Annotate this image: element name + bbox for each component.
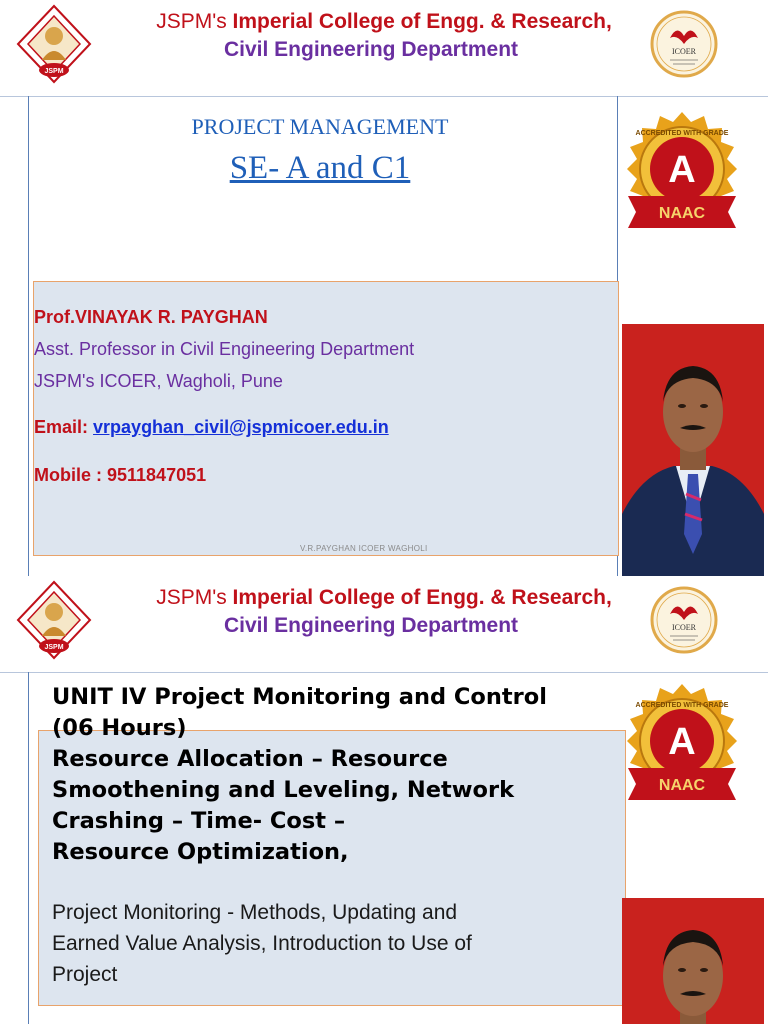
professor-designation: Asst. Professor in Civil Engineering Department	[34, 339, 415, 359]
unit-heading-line: Resource Allocation – Resource	[52, 746, 448, 772]
naac-badge	[622, 110, 742, 235]
slide-footer: V.R.PAYGHAN ICOER WAGHOLI	[300, 544, 428, 553]
department-name: Civil Engineering Department	[223, 614, 519, 637]
naac-grade: A	[668, 149, 696, 191]
icoer-logo-text: ICOER	[672, 47, 696, 56]
naac-badge	[622, 682, 742, 807]
professor-name: Prof.VINAYAK R. PAYGHAN	[34, 307, 268, 327]
mobile-number: Mobile : 9511847051	[34, 465, 207, 485]
class-subtitle: SE- A and C1	[229, 150, 411, 186]
icoer-logo	[650, 586, 718, 654]
jspm-logo-text: JSPM	[44, 644, 64, 651]
jspm-logo-text: JSPM	[44, 68, 64, 75]
naac-grade: A	[668, 721, 696, 763]
unit-heading-line: Resource Optimization,	[52, 839, 349, 865]
department-name: Civil Engineering Department	[223, 38, 519, 61]
unit-heading-line: UNIT IV Project Monitoring and Control	[52, 684, 547, 710]
icoer-logo	[650, 10, 718, 78]
naac-arc-text: ACCREDITED WITH GRADE	[635, 702, 729, 709]
slide-left-border	[28, 672, 29, 1024]
professor-photo	[622, 898, 764, 1024]
institute-name: JSPM's ICOER, Wagholi, Pune	[34, 371, 283, 391]
college-prefix: JSPM's	[156, 10, 233, 33]
header-divider	[0, 96, 768, 97]
unit-heading-line: Crashing – Time- Cost –	[52, 808, 346, 834]
email-label: Email:	[34, 417, 94, 437]
college-title: Imperial College of Engg. & Research,	[232, 586, 612, 609]
unit-heading-line: (06 Hours)	[52, 715, 187, 741]
email-link[interactable]: vrpayghan_civil@jspmicoer.edu.in	[93, 417, 389, 437]
unit-topics-line: Project Monitoring - Methods, Updating and	[52, 901, 458, 924]
professor-photo	[622, 324, 764, 576]
header-divider	[0, 672, 768, 673]
college-prefix: JSPM's	[156, 586, 233, 609]
unit-heading-line: Smoothening and Leveling, Network	[52, 777, 515, 803]
naac-text: NAAC	[658, 205, 706, 222]
email-line	[34, 417, 389, 438]
slide-2	[0, 576, 768, 1024]
unit-topics	[52, 897, 572, 990]
unit-heading	[52, 682, 612, 868]
unit-topics-line: Earned Value Analysis, Introduction to Use of	[52, 932, 472, 955]
icoer-logo-text: ICOER	[672, 623, 696, 632]
college-title: Imperial College of Engg. & Research,	[232, 10, 612, 33]
course-title: PROJECT MANAGEMENT	[191, 114, 449, 139]
naac-arc-text: ACCREDITED WITH GRADE	[635, 130, 729, 137]
unit-topics-line: Project	[52, 963, 118, 986]
naac-text: NAAC	[658, 777, 706, 794]
